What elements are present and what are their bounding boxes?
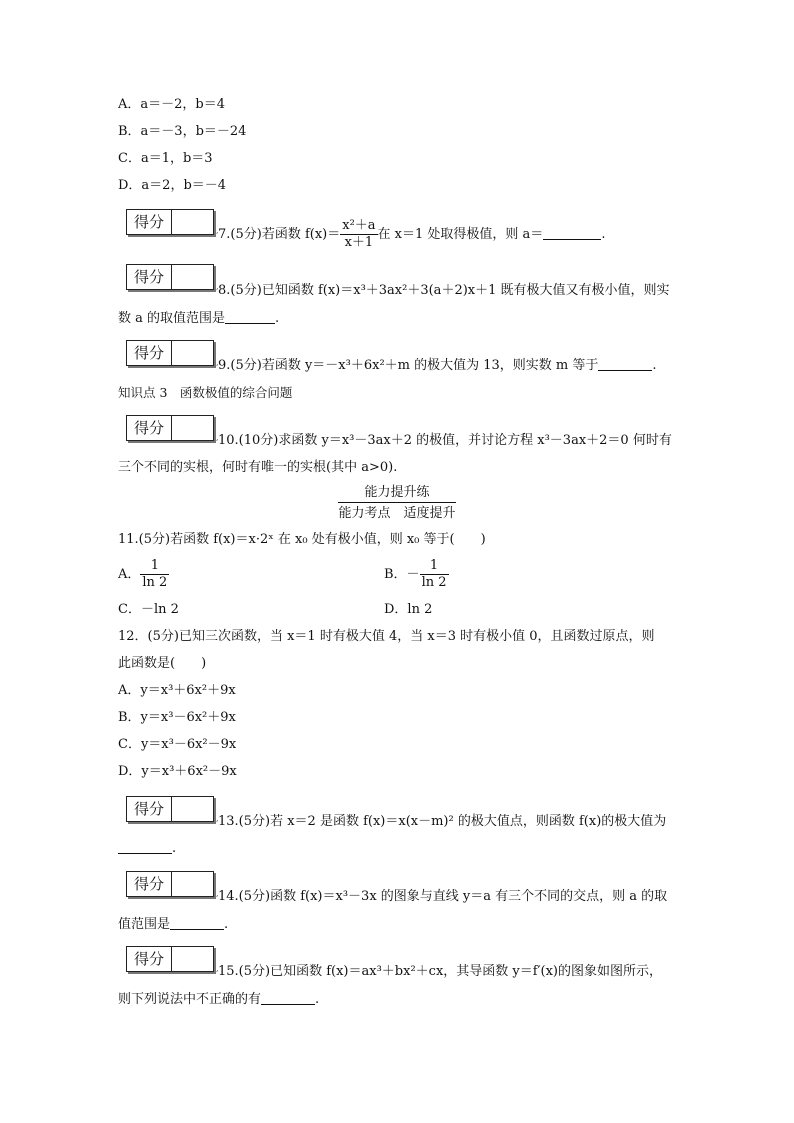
question-9: 9.(5分)若函数 y＝－x³＋6x²＋m 的极大值为 13，则实数 m 等于 .: [218, 358, 657, 373]
question-13-line2: .: [118, 840, 176, 858]
question-10-line2: 三个不同的实根，何时有唯一的实根(其中 a>0).: [118, 460, 398, 475]
answer-blank[interactable]: [598, 358, 652, 371]
option-b: B．y＝x³－6x²＋9x: [118, 710, 236, 725]
score-label: 得分: [127, 872, 172, 896]
question-12-line1: 12．(5分)已知三次函数，当 x＝1 时有极大值 4，当 x＝3 时有极小值 0，且函数过原点，则: [118, 629, 655, 644]
ability-title: 能力提升练: [0, 484, 794, 503]
question-15-line2: 则下列说法中不正确的有 .: [118, 992, 320, 1007]
question-7: 7.(5分)若函数 f(x)＝ $\frac{\text{x²＋a}}{x+1}$ 在 x＝1 处取得极值，则 a＝ .: [218, 218, 606, 250]
fraction: $\frac{\text{x²＋a}}{x+1}$: [342, 218, 376, 250]
score-label: 得分: [127, 416, 172, 440]
score-box[interactable]: [126, 796, 214, 822]
option-a: A． $\frac{1}{\ln 2}$: [118, 558, 168, 590]
question-11: 11.(5分)若函数 f(x)＝x·2ˣ 在 x₀ 处有极小值，则 x₀ 等于( ): [118, 532, 486, 547]
answer-blank[interactable]: [225, 311, 275, 324]
question-13-line1: 13.(5分)若 x＝2 是函数 f(x)＝x(x－m)² 的极大值点，则函数 f(x)的极大值为: [218, 814, 667, 829]
option-a: A．y＝x³＋6x²＋9x: [118, 683, 236, 698]
score-box[interactable]: [126, 415, 214, 441]
score-label: 得分: [127, 797, 172, 821]
score-label: 得分: [127, 341, 172, 365]
ability-subtitle: 能力考点 适度提升: [338, 506, 456, 521]
question-14-line2: 值范围是 .: [118, 917, 229, 932]
score-box[interactable]: [126, 946, 214, 972]
answer-blank[interactable]: [170, 917, 224, 930]
option-b: B．a＝－3，b＝－24: [118, 124, 247, 139]
question-12-line2: 此函数是( ): [118, 656, 207, 671]
score-box[interactable]: [126, 209, 214, 235]
score-box[interactable]: [126, 264, 214, 290]
score-box[interactable]: [126, 340, 214, 366]
question-14-line1: 14.(5分)函数 f(x)＝x³－3x 的图象与直线 y＝a 有三个不同的交点，则 a 的取: [218, 889, 668, 904]
answer-blank[interactable]: [118, 841, 172, 854]
answer-blank[interactable]: [261, 992, 315, 1005]
fraction: $\frac{1}{\ln 2}$: [142, 558, 168, 590]
answer-blank[interactable]: [543, 227, 601, 240]
option-d: D．ln 2: [384, 602, 433, 617]
section-heading: 知识点 3 函数极值的综合问题: [118, 385, 293, 400]
question-8-line1: 8.(5分)已知函数 f(x)＝x³＋3ax²＋3(a＋2)x＋1 既有极大值又有极小值，则实: [218, 283, 670, 298]
option-b: B．－ $\frac{1}{\ln 2}$: [384, 558, 447, 590]
score-label: 得分: [127, 210, 172, 234]
option-c: C．a＝1，b＝3: [118, 151, 213, 166]
option-d: D．a＝2，b＝－4: [118, 178, 227, 193]
option-c: C．－ln 2: [118, 602, 179, 617]
question-15-line1: 15.(5分)已知函数 f(x)＝ax³＋bx²＋cx，其导函数 y＝f′(x)的图象如图所示，: [218, 964, 662, 979]
score-label: 得分: [127, 265, 172, 289]
option-a: A．a＝－2，b＝4: [118, 97, 226, 112]
score-box[interactable]: [126, 871, 214, 897]
question-8-line2: 数 a 的取值范围是 .: [118, 311, 280, 326]
fraction: $\frac{1}{\ln 2}$: [421, 558, 447, 590]
option-d: D．y＝x³＋6x²－9x: [118, 764, 237, 779]
question-10-line1: 10.(10分)求函数 y＝x³－3ax＋2 的极值，并讨论方程 x³－3ax＋2＝0 何时有: [218, 433, 672, 448]
option-c: C．y＝x³－6x²－9x: [118, 737, 237, 752]
score-label: 得分: [127, 947, 172, 971]
